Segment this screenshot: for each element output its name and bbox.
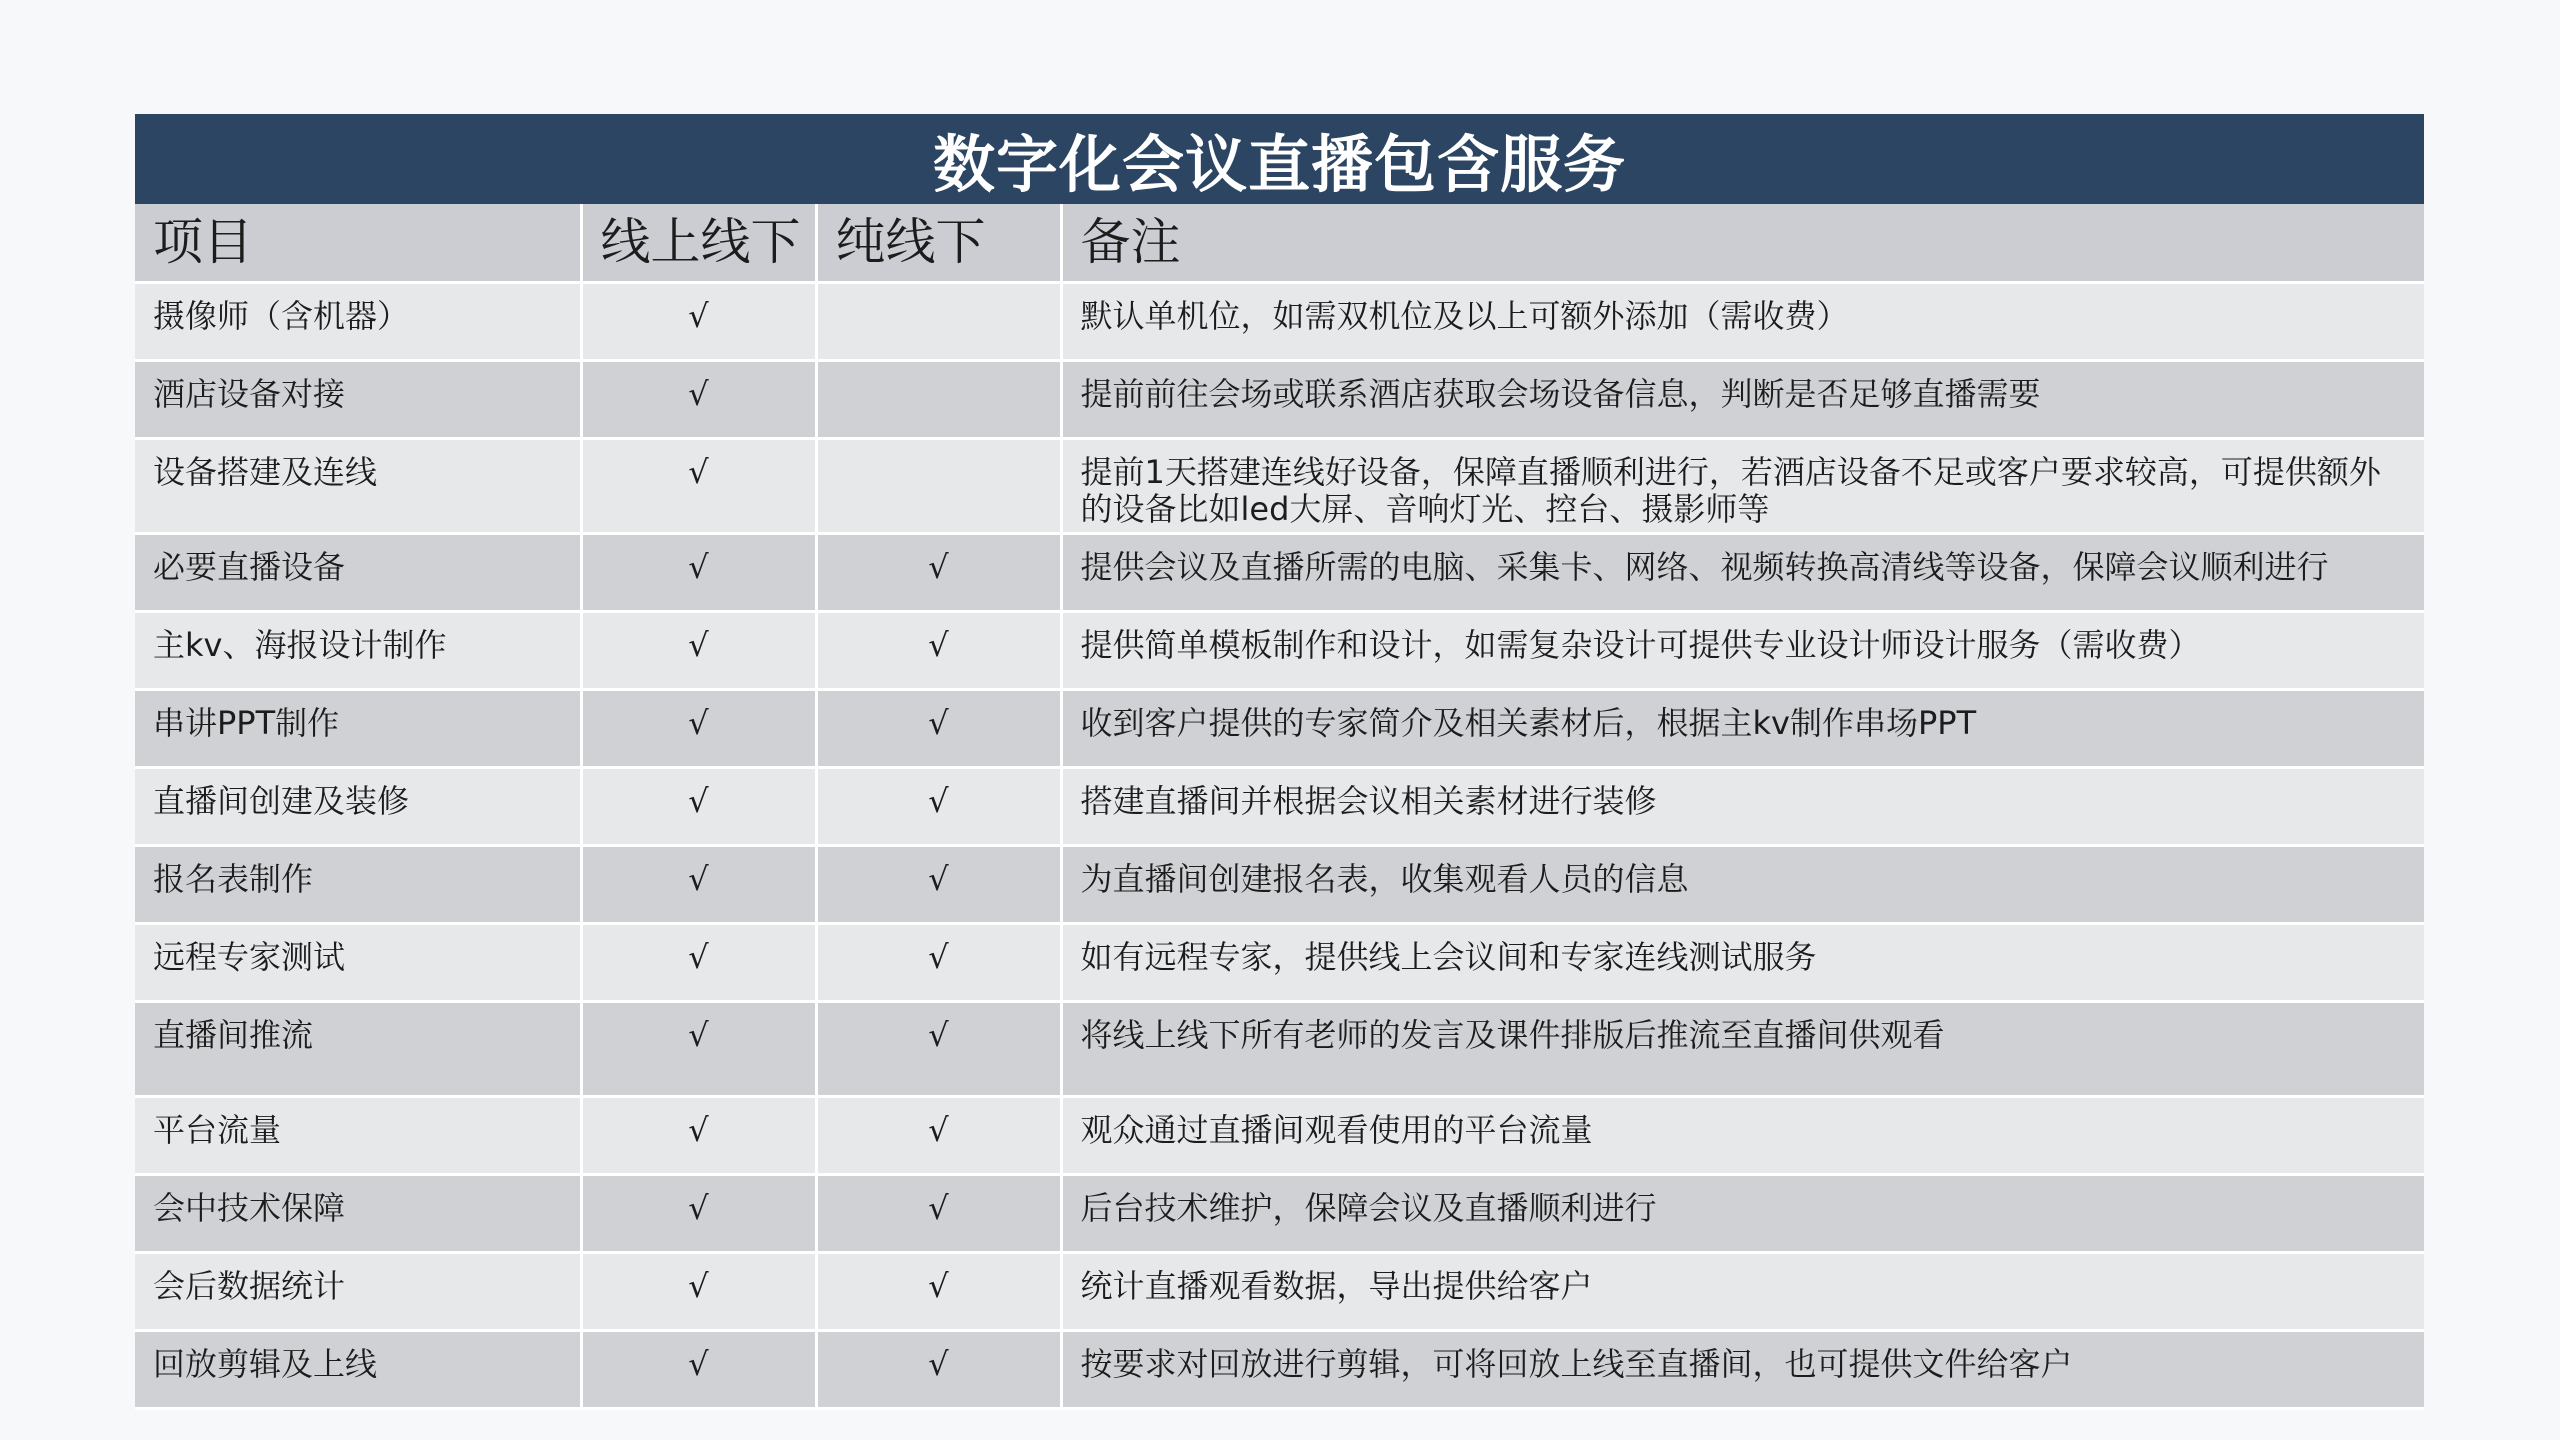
table-row (135, 1252, 2424, 1330)
note-cell: 按要求对回放进行剪辑，可将回放上线至直播间，也可提供文件给客户 (1061, 1330, 2424, 1408)
offline-check: √ (816, 611, 1061, 689)
item-cell: 会后数据统计 (135, 1252, 581, 1330)
item-cell: 直播间创建及装修 (135, 767, 581, 845)
online-offline-check: √ (581, 533, 816, 611)
offline-check: √ (816, 533, 1061, 611)
online-offline-check: √ (581, 1252, 816, 1330)
header-offline: 纯线下 (816, 204, 1061, 282)
item-cell: 必要直播设备 (135, 533, 581, 611)
item-cell: 会中技术保障 (135, 1174, 581, 1252)
item-cell: 直播间推流 (135, 1001, 581, 1096)
note-cell: 统计直播观看数据，导出提供给客户 (1061, 1252, 2424, 1330)
table-row (135, 611, 2424, 689)
note-cell: 观众通过直播间观看使用的平台流量 (1061, 1096, 2424, 1174)
offline-check: √ (816, 923, 1061, 1001)
offline-check: √ (816, 1252, 1061, 1330)
table-row (135, 767, 2424, 845)
table-row (135, 923, 2424, 1001)
online-offline-check: √ (581, 438, 816, 533)
note-cell: 搭建直播间并根据会议相关素材进行装修 (1061, 767, 2424, 845)
note-cell: 收到客户提供的专家简介及相关素材后，根据主kv制作串场PPT (1061, 689, 2424, 767)
offline-check: √ (816, 1096, 1061, 1174)
online-offline-check: √ (581, 1001, 816, 1096)
offline-check (816, 438, 1061, 533)
online-offline-check: √ (581, 923, 816, 1001)
table-title: 数字化会议直播包含服务 (135, 114, 2424, 204)
online-offline-check: √ (581, 611, 816, 689)
item-cell: 主kv、海报设计制作 (135, 611, 581, 689)
note-cell: 后台技术维护，保障会议及直播顺利进行 (1061, 1174, 2424, 1252)
note-cell: 提供会议及直播所需的电脑、采集卡、网络、视频转换高清线等设备，保障会议顺利进行 (1061, 533, 2424, 611)
online-offline-check: √ (581, 282, 816, 360)
offline-check: √ (816, 767, 1061, 845)
offline-check: √ (816, 1174, 1061, 1252)
table-row (135, 845, 2424, 923)
online-offline-check: √ (581, 767, 816, 845)
note-cell: 提前前往会场或联系酒店获取会场设备信息，判断是否足够直播需要 (1061, 360, 2424, 438)
offline-check: √ (816, 845, 1061, 923)
header-item: 项目 (135, 204, 581, 282)
note-cell: 将线上线下所有老师的发言及课件排版后推流至直播间供观看 (1061, 1001, 2424, 1096)
header-row (135, 204, 2424, 282)
online-offline-check: √ (581, 845, 816, 923)
item-cell: 报名表制作 (135, 845, 581, 923)
service-table-container (135, 114, 2424, 1410)
table-row (135, 360, 2424, 438)
item-cell: 摄像师（含机器） (135, 282, 581, 360)
service-table (135, 204, 2424, 1410)
note-cell: 如有远程专家，提供线上会议间和专家连线测试服务 (1061, 923, 2424, 1001)
note-cell: 提前1天搭建连线好设备，保障直播顺利进行，若酒店设备不足或客户要求较高，可提供额外的设备比如led大屏、音响灯光、控台、摄影师等 (1061, 438, 2424, 533)
table-row (135, 1330, 2424, 1408)
online-offline-check: √ (581, 689, 816, 767)
item-cell: 设备搭建及连线 (135, 438, 581, 533)
table-row (135, 689, 2424, 767)
online-offline-check: √ (581, 1096, 816, 1174)
header-note: 备注 (1061, 204, 2424, 282)
offline-check: √ (816, 1330, 1061, 1408)
online-offline-check: √ (581, 1330, 816, 1408)
offline-check: √ (816, 1001, 1061, 1096)
offline-check: √ (816, 689, 1061, 767)
table-row (135, 1001, 2424, 1096)
table-row (135, 282, 2424, 360)
item-cell: 酒店设备对接 (135, 360, 581, 438)
item-cell: 远程专家测试 (135, 923, 581, 1001)
table-row (135, 533, 2424, 611)
table-row (135, 438, 2424, 533)
item-cell: 平台流量 (135, 1096, 581, 1174)
online-offline-check: √ (581, 1174, 816, 1252)
online-offline-check: √ (581, 360, 816, 438)
offline-check (816, 282, 1061, 360)
header-online-offline: 线上线下 (581, 204, 816, 282)
note-cell: 为直播间创建报名表，收集观看人员的信息 (1061, 845, 2424, 923)
item-cell: 串讲PPT制作 (135, 689, 581, 767)
note-cell: 默认单机位，如需双机位及以上可额外添加（需收费） (1061, 282, 2424, 360)
table-row (135, 1174, 2424, 1252)
item-cell: 回放剪辑及上线 (135, 1330, 581, 1408)
table-header (135, 204, 2424, 282)
table-body (135, 282, 2424, 1408)
offline-check (816, 360, 1061, 438)
note-cell: 提供简单模板制作和设计，如需复杂设计可提供专业设计师设计服务（需收费） (1061, 611, 2424, 689)
table-row (135, 1096, 2424, 1174)
